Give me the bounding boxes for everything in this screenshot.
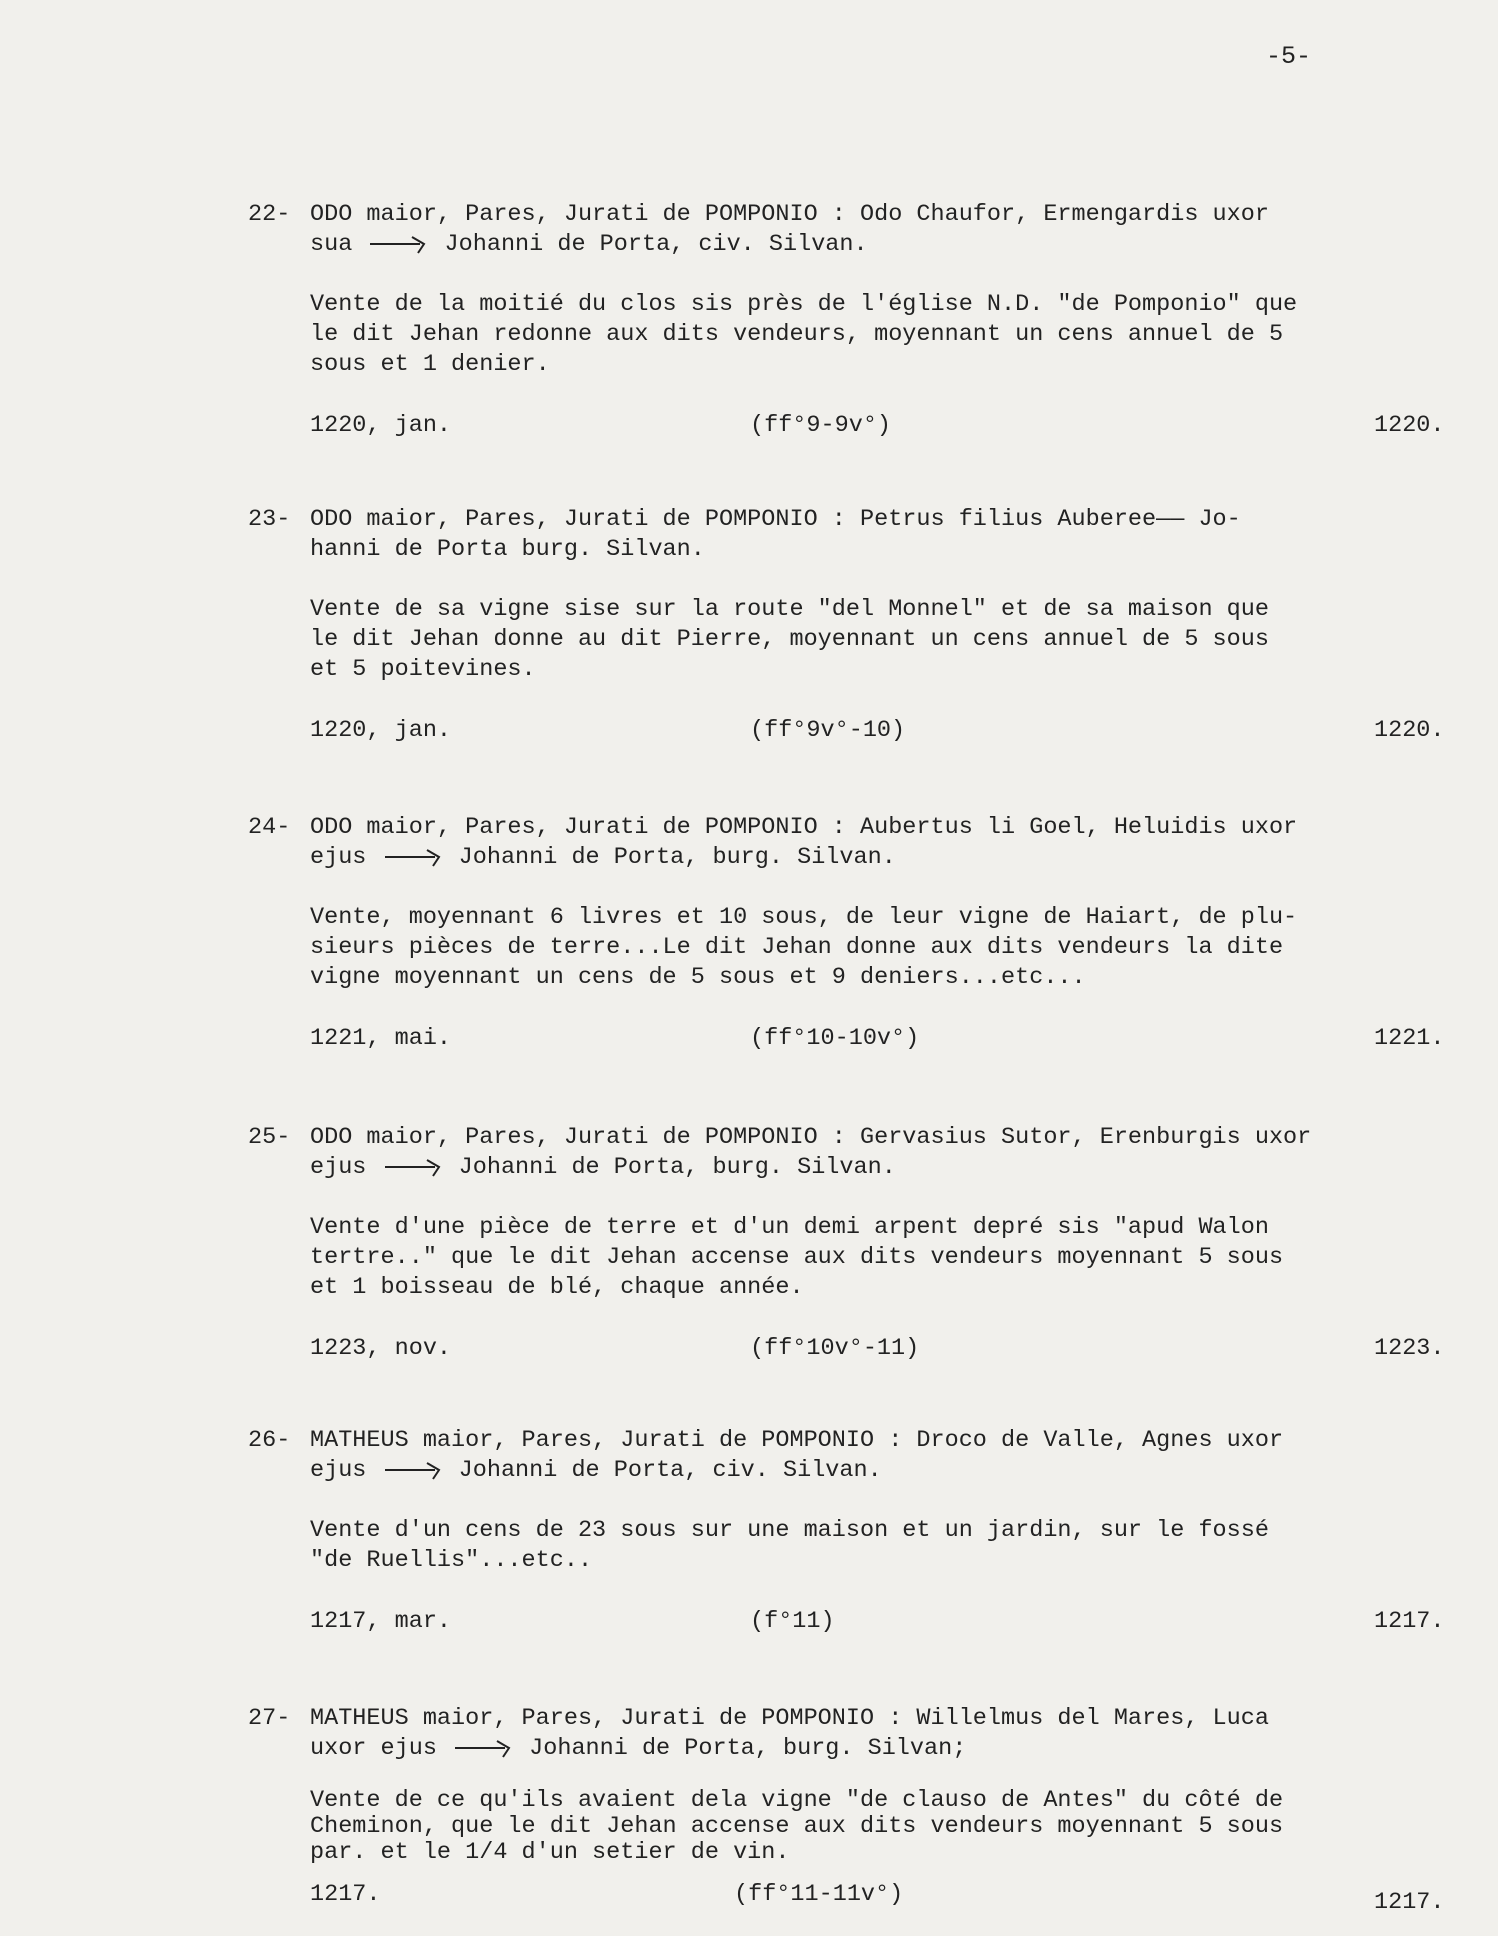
summary-line: et 5 poitevines. xyxy=(310,656,536,683)
heading-prefix: ejus xyxy=(310,1154,367,1181)
entry-folio: (ff°9-9v°) xyxy=(750,412,892,439)
heading-line-1: ODO maior, Pares, Jurati de POMPONIO : Petrus filius Auberee—— Jo- xyxy=(310,506,1241,533)
entry-dateline xyxy=(248,1880,1448,1916)
heading-line-2 xyxy=(310,843,1448,873)
heading-recipient: Johanni de Porta, civ. Silvan. xyxy=(458,1457,882,1484)
arrow-icon xyxy=(383,846,443,868)
entry-number: 26- xyxy=(248,1427,291,1454)
summary-line: par. et le 1/4 d'un setier de vin. xyxy=(310,1839,790,1866)
summary-line: Vente de sa vigne sise sur la route "del Monnel" et de sa maison que xyxy=(310,596,1269,623)
summary-line: "de Ruellis"...etc.. xyxy=(310,1547,593,1574)
entry-heading xyxy=(248,1123,1448,1183)
entry-heading xyxy=(248,200,1448,260)
heading-recipient: Johanni de Porta, civ. Silvan. xyxy=(444,231,868,258)
entry-number: 23- xyxy=(248,506,291,533)
summary-line: Vente de ce qu'ils avaient dela vigne "de clauso de Antes" du côté de xyxy=(310,1787,1284,1814)
heading-prefix: sua xyxy=(310,231,353,258)
heading-line-2 xyxy=(310,1734,1448,1764)
page-number: -5- xyxy=(1266,42,1312,71)
entry-folio: (ff°9v°-10) xyxy=(750,717,906,744)
heading-line-2 xyxy=(310,1456,1448,1486)
entry-number: 24- xyxy=(248,814,291,841)
arrow-icon xyxy=(383,1459,443,1481)
summary-line: le dit Jehan donne au dit Pierre, moyennant un cens annuel de 5 sous xyxy=(310,626,1269,653)
arrow-icon xyxy=(453,1737,513,1759)
entry-date: 1220, jan. xyxy=(310,717,452,744)
heading-line-1: MATHEUS maior, Pares, Jurati de POMPONIO : Droco de Valle, Agnes uxor xyxy=(310,1427,1284,1454)
entry-year: 1220. xyxy=(1374,412,1445,439)
entry-summary xyxy=(248,290,1448,380)
entry-heading xyxy=(248,1704,1448,1764)
entry-date: 1220, jan. xyxy=(310,412,452,439)
entry-number: 22- xyxy=(248,201,291,228)
summary-line: Cheminon, que le dit Jehan accense aux dits vendeurs moyennant 5 sous xyxy=(310,1813,1284,1840)
entry-dateline xyxy=(248,1607,1448,1637)
entry-folio: (ff°11-11v°) xyxy=(734,1881,904,1908)
arrow-icon xyxy=(368,233,428,255)
summary-line: Vente, moyennant 6 livres et 10 sous, de leur vigne de Haiart, de plu- xyxy=(310,904,1298,931)
summary-line: Vente de la moitié du clos sis près de l'église N.D. "de Pomponio" que xyxy=(310,291,1298,318)
entry-year: 1221. xyxy=(1374,1025,1445,1052)
entry-dateline xyxy=(248,1024,1448,1054)
entry-number: 27- xyxy=(248,1705,291,1732)
entry-summary xyxy=(248,1213,1448,1303)
entry-22 xyxy=(248,200,1448,441)
entry-summary xyxy=(248,1788,1448,1866)
heading-recipient: Johanni de Porta, burg. Silvan; xyxy=(529,1735,967,1762)
summary-line: vigne moyennant un cens de 5 sous et 9 deniers...etc... xyxy=(310,964,1086,991)
summary-line: Vente d'une pièce de terre et d'un demi arpent depré sis "apud Walon xyxy=(310,1214,1269,1241)
summary-line: Vente d'un cens de 23 sous sur une maison et un jardin, sur le fossé xyxy=(310,1517,1269,1544)
summary-line: sieurs pièces de terre...Le dit Jehan donne aux dits vendeurs la dite xyxy=(310,934,1284,961)
entry-year: 1223. xyxy=(1374,1335,1445,1362)
entry-date: 1217. xyxy=(310,1881,381,1908)
heading-recipient: Johanni de Porta, burg. Silvan. xyxy=(458,1154,896,1181)
heading-line-1: ODO maior, Pares, Jurati de POMPONIO : Odo Chaufor, Ermengardis uxor xyxy=(310,201,1269,228)
heading-line-1: MATHEUS maior, Pares, Jurati de POMPONIO : Willelmus del Mares, Luca xyxy=(310,1705,1269,1732)
summary-line: sous et 1 denier. xyxy=(310,351,550,378)
entry-summary xyxy=(248,595,1448,685)
summary-line: le dit Jehan redonne aux dits vendeurs, moyennant un cens annuel de 5 xyxy=(310,321,1284,348)
entry-dateline xyxy=(248,1334,1448,1364)
heading-recipient: Johanni de Porta, burg. Silvan. xyxy=(458,844,896,871)
summary-line: et 1 boisseau de blé, chaque année. xyxy=(310,1274,804,1301)
entry-date: 1217, mar. xyxy=(310,1608,452,1635)
heading-line-2: hanni de Porta burg. Silvan. xyxy=(310,536,705,563)
summary-line: tertre.." que le dit Jehan accense aux dits vendeurs moyennant 5 sous xyxy=(310,1244,1284,1271)
entry-heading xyxy=(248,505,1448,565)
entry-folio: (ff°10-10v°) xyxy=(750,1025,920,1052)
entry-number: 25- xyxy=(248,1124,291,1151)
entry-26 xyxy=(248,1426,1448,1637)
entry-summary xyxy=(248,1516,1448,1576)
heading-line-2 xyxy=(310,230,1448,260)
entry-folio: (ff°10v°-11) xyxy=(750,1335,920,1362)
heading-line-1: ODO maior, Pares, Jurati de POMPONIO : Aubertus li Goel, Heluidis uxor xyxy=(310,814,1298,841)
arrow-icon xyxy=(383,1156,443,1178)
entry-heading xyxy=(248,1426,1448,1486)
entry-24 xyxy=(248,813,1448,1054)
entry-dateline xyxy=(248,411,1448,441)
entry-date: 1221, mai. xyxy=(310,1025,452,1052)
entry-23 xyxy=(248,505,1448,746)
entry-summary xyxy=(248,903,1448,993)
heading-line-1: ODO maior, Pares, Jurati de POMPONIO : Gervasius Sutor, Erenburgis uxor xyxy=(310,1124,1312,1151)
entry-year: 1217. xyxy=(1374,1608,1445,1635)
heading-prefix: uxor ejus xyxy=(310,1735,437,1762)
entry-folio: (f°11) xyxy=(750,1608,835,1635)
heading-prefix: ejus xyxy=(310,1457,367,1484)
heading-prefix: ejus xyxy=(310,844,367,871)
entry-year: 1217. xyxy=(1374,1889,1445,1916)
entry-25 xyxy=(248,1123,1448,1364)
entry-date: 1223, nov. xyxy=(310,1335,452,1362)
entry-27 xyxy=(248,1704,1448,1916)
entry-heading xyxy=(248,813,1448,873)
entry-year: 1220. xyxy=(1374,717,1445,744)
entry-dateline xyxy=(248,716,1448,746)
heading-line-2 xyxy=(310,1153,1448,1183)
